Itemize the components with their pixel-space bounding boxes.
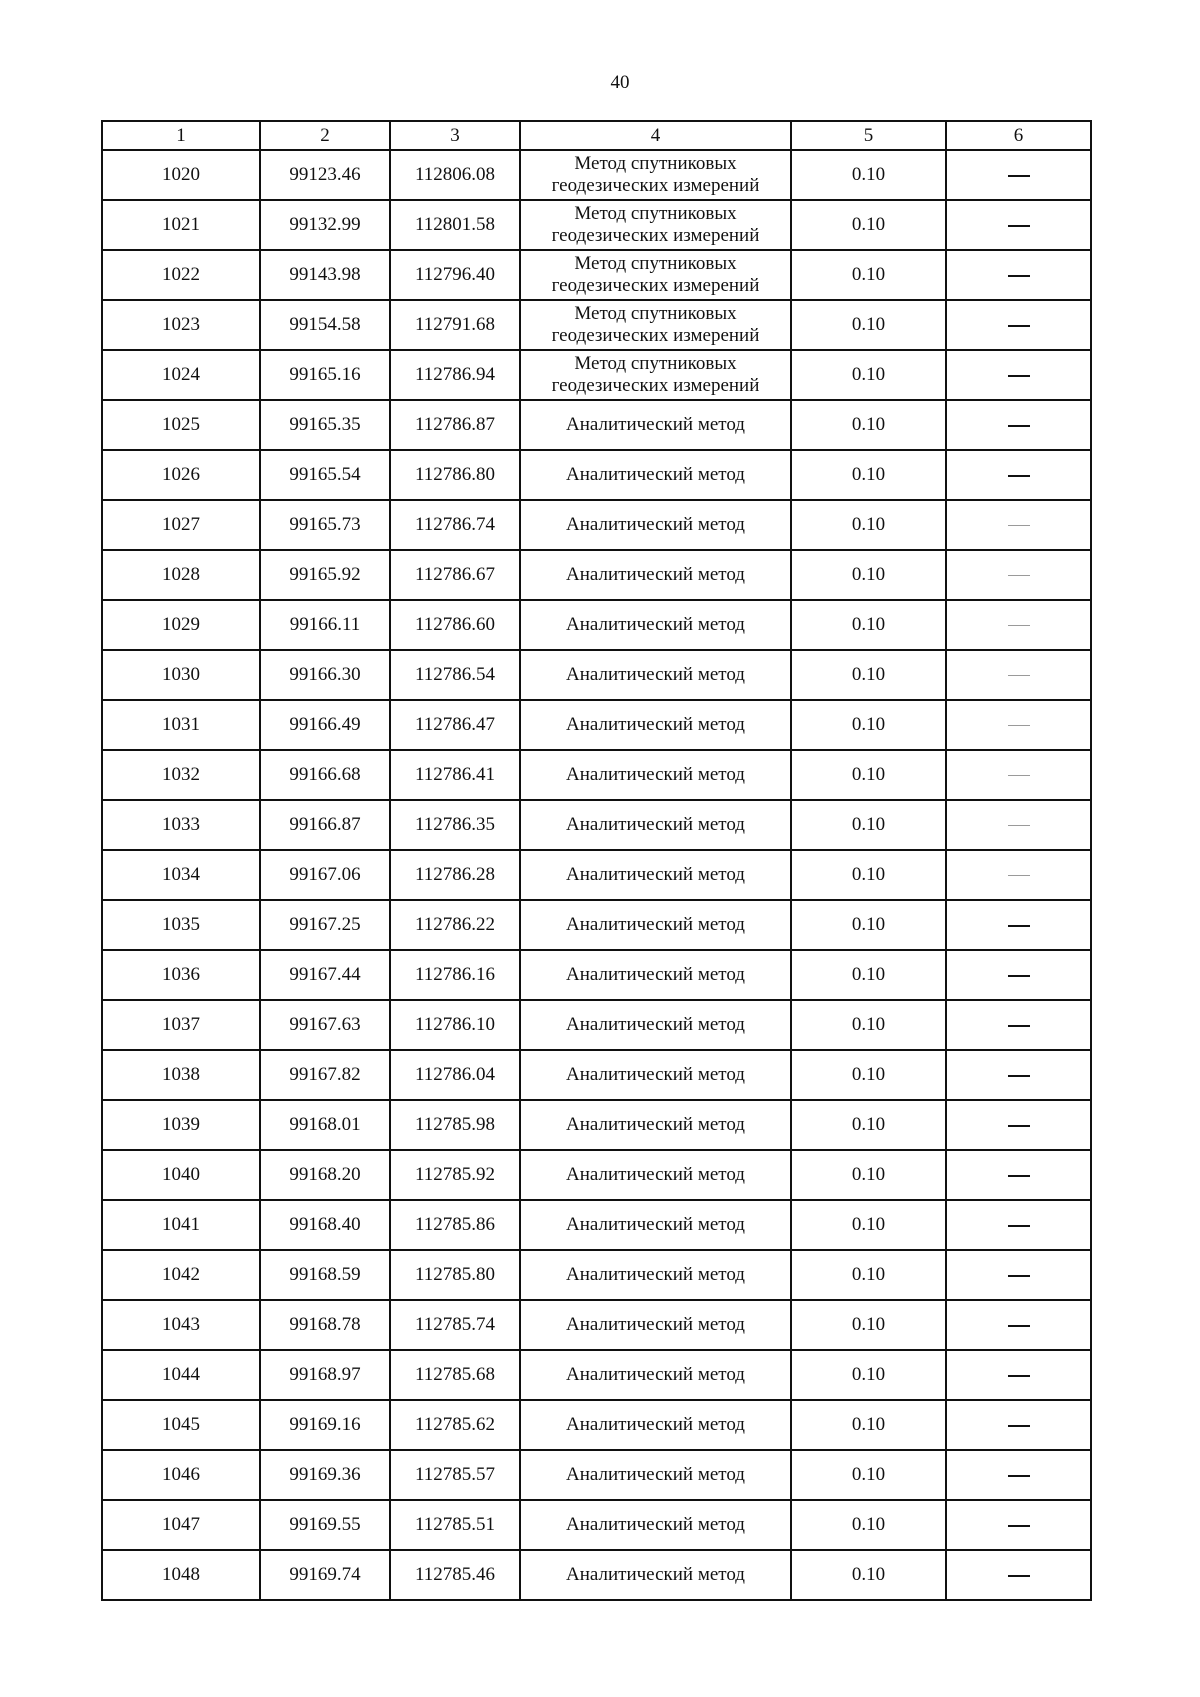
- x-coordinate-cell: 99166.68: [260, 750, 390, 800]
- y-coordinate-cell: 112786.41: [390, 750, 520, 800]
- point-number-cell: 1033: [102, 800, 260, 850]
- note-cell: [946, 1250, 1091, 1300]
- method-cell: [520, 450, 791, 500]
- accuracy-cell: 0.10: [791, 1500, 946, 1550]
- x-coordinate-cell: 99167.25: [260, 900, 390, 950]
- y-coordinate-cell: 112785.62: [390, 1400, 520, 1450]
- table-row: [102, 550, 1091, 600]
- method-line: Аналитический метод: [566, 864, 745, 885]
- method-line: Аналитический метод: [566, 564, 745, 585]
- note-dash: [1008, 475, 1030, 477]
- method-line: геодезических измерений: [551, 275, 760, 296]
- note-cell: [946, 200, 1091, 250]
- note-cell: [946, 1500, 1091, 1550]
- accuracy-cell: 0.10: [791, 1450, 946, 1500]
- x-coordinate-cell: 99167.82: [260, 1050, 390, 1100]
- method-line: Аналитический метод: [566, 1264, 745, 1285]
- table-row: [102, 1500, 1091, 1550]
- method-line: геодезических измерений: [551, 375, 760, 396]
- column-header: 3: [390, 121, 520, 150]
- point-number-cell: 1028: [102, 550, 260, 600]
- method-line: Аналитический метод: [566, 1414, 745, 1435]
- note-cell: [946, 1100, 1091, 1150]
- note-cell: [946, 1200, 1091, 1250]
- accuracy-cell: 0.10: [791, 1400, 946, 1450]
- y-coordinate-cell: 112786.22: [390, 900, 520, 950]
- method-line: Аналитический метод: [566, 1314, 745, 1335]
- x-coordinate-cell: 99168.78: [260, 1300, 390, 1350]
- point-number-cell: 1045: [102, 1400, 260, 1450]
- x-coordinate-cell: 99165.54: [260, 450, 390, 500]
- x-coordinate-cell: 99169.55: [260, 1500, 390, 1550]
- method-cell: [520, 1500, 791, 1550]
- accuracy-cell: 0.10: [791, 1100, 946, 1150]
- note-dash: [1008, 725, 1030, 726]
- note-cell: [946, 1150, 1091, 1200]
- method-line: Аналитический метод: [566, 814, 745, 835]
- note-dash: [1008, 825, 1030, 826]
- note-cell: [946, 1000, 1091, 1050]
- method-cell: [520, 550, 791, 600]
- point-number-cell: 1023: [102, 300, 260, 350]
- point-number-cell: 1038: [102, 1050, 260, 1100]
- accuracy-cell: 0.10: [791, 1300, 946, 1350]
- note-cell: [946, 1550, 1091, 1600]
- method-line: геодезических измерений: [551, 225, 760, 246]
- table-row: [102, 1400, 1091, 1450]
- note-cell: [946, 950, 1091, 1000]
- table-row: [102, 900, 1091, 950]
- note-cell: [946, 1400, 1091, 1450]
- note-dash: [1008, 275, 1030, 277]
- note-dash: [1008, 525, 1030, 526]
- y-coordinate-cell: 112796.40: [390, 250, 520, 300]
- note-cell: [946, 1350, 1091, 1400]
- method-cell: [520, 750, 791, 800]
- y-coordinate-cell: 112786.80: [390, 450, 520, 500]
- x-coordinate-cell: 99167.63: [260, 1000, 390, 1050]
- note-dash: [1008, 225, 1030, 227]
- note-dash: [1008, 875, 1030, 876]
- accuracy-cell: 0.10: [791, 750, 946, 800]
- y-coordinate-cell: 112801.58: [390, 200, 520, 250]
- column-header: 4: [520, 121, 791, 150]
- point-number-cell: 1032: [102, 750, 260, 800]
- table-row: [102, 1450, 1091, 1500]
- y-coordinate-cell: 112785.74: [390, 1300, 520, 1350]
- note-dash: [1008, 775, 1030, 776]
- y-coordinate-cell: 112786.60: [390, 600, 520, 650]
- column-header: 1: [102, 121, 260, 150]
- method-line: Аналитический метод: [566, 614, 745, 635]
- note-cell: [946, 150, 1091, 200]
- x-coordinate-cell: 99168.59: [260, 1250, 390, 1300]
- note-dash: [1008, 925, 1030, 927]
- note-dash: [1008, 325, 1030, 327]
- note-dash: [1008, 1125, 1030, 1127]
- method-cell: [520, 350, 791, 400]
- note-dash: [1008, 1425, 1030, 1427]
- note-dash: [1008, 1575, 1030, 1577]
- y-coordinate-cell: 112786.16: [390, 950, 520, 1000]
- x-coordinate-cell: 99154.58: [260, 300, 390, 350]
- table-row: [102, 1000, 1091, 1050]
- accuracy-cell: 0.10: [791, 1350, 946, 1400]
- note-cell: [946, 550, 1091, 600]
- table-row: [102, 750, 1091, 800]
- accuracy-cell: 0.10: [791, 1000, 946, 1050]
- accuracy-cell: 0.10: [791, 850, 946, 900]
- x-coordinate-cell: 99168.20: [260, 1150, 390, 1200]
- x-coordinate-cell: 99168.97: [260, 1350, 390, 1400]
- accuracy-cell: 0.10: [791, 1150, 946, 1200]
- method-cell: [520, 300, 791, 350]
- note-dash: [1008, 1475, 1030, 1477]
- column-header: 6: [946, 121, 1091, 150]
- note-dash: [1008, 1025, 1030, 1027]
- y-coordinate-cell: 112786.67: [390, 550, 520, 600]
- table-row: [102, 500, 1091, 550]
- note-cell: [946, 250, 1091, 300]
- point-number-cell: 1027: [102, 500, 260, 550]
- accuracy-cell: 0.10: [791, 300, 946, 350]
- note-dash: [1008, 1375, 1030, 1377]
- method-line: Аналитический метод: [566, 1364, 745, 1385]
- y-coordinate-cell: 112786.10: [390, 1000, 520, 1050]
- method-cell: [520, 200, 791, 250]
- table-row: [102, 850, 1091, 900]
- note-dash: [1008, 1075, 1030, 1077]
- accuracy-cell: 0.10: [791, 1200, 946, 1250]
- note-cell: [946, 500, 1091, 550]
- table-row: [102, 1100, 1091, 1150]
- y-coordinate-cell: 112786.74: [390, 500, 520, 550]
- method-line: Аналитический метод: [566, 1214, 745, 1235]
- method-line: Аналитический метод: [566, 714, 745, 735]
- note-cell: [946, 400, 1091, 450]
- point-number-cell: 1021: [102, 200, 260, 250]
- x-coordinate-cell: 99169.16: [260, 1400, 390, 1450]
- method-line: Аналитический метод: [566, 1064, 745, 1085]
- accuracy-cell: 0.10: [791, 1550, 946, 1600]
- table-row: [102, 250, 1091, 300]
- point-number-cell: 1042: [102, 1250, 260, 1300]
- method-line: Метод спутниковых: [574, 303, 737, 324]
- accuracy-cell: 0.10: [791, 400, 946, 450]
- accuracy-cell: 0.10: [791, 350, 946, 400]
- point-number-cell: 1035: [102, 900, 260, 950]
- table-row: [102, 200, 1091, 250]
- note-dash: [1008, 975, 1030, 977]
- point-number-cell: 1039: [102, 1100, 260, 1150]
- y-coordinate-cell: 112785.57: [390, 1450, 520, 1500]
- table-row: [102, 1050, 1091, 1100]
- table-row: [102, 350, 1091, 400]
- y-coordinate-cell: 112786.04: [390, 1050, 520, 1100]
- method-line: Метод спутниковых: [574, 153, 737, 174]
- point-number-cell: 1020: [102, 150, 260, 200]
- x-coordinate-cell: 99165.16: [260, 350, 390, 400]
- y-coordinate-cell: 112786.94: [390, 350, 520, 400]
- point-number-cell: 1040: [102, 1150, 260, 1200]
- x-coordinate-cell: 99166.30: [260, 650, 390, 700]
- note-cell: [946, 700, 1091, 750]
- point-number-cell: 1036: [102, 950, 260, 1000]
- note-dash: [1008, 575, 1030, 576]
- note-dash: [1008, 1275, 1030, 1277]
- note-cell: [946, 300, 1091, 350]
- point-number-cell: 1029: [102, 600, 260, 650]
- method-cell: [520, 650, 791, 700]
- y-coordinate-cell: 112785.51: [390, 1500, 520, 1550]
- point-number-cell: 1022: [102, 250, 260, 300]
- method-cell: [520, 1400, 791, 1450]
- method-line: геодезических измерений: [551, 325, 760, 346]
- y-coordinate-cell: 112786.47: [390, 700, 520, 750]
- method-cell: [520, 850, 791, 900]
- column-header: 2: [260, 121, 390, 150]
- x-coordinate-cell: 99168.01: [260, 1100, 390, 1150]
- point-number-cell: 1031: [102, 700, 260, 750]
- method-cell: [520, 400, 791, 450]
- accuracy-cell: 0.10: [791, 700, 946, 750]
- method-cell: [520, 1350, 791, 1400]
- table-row: [102, 600, 1091, 650]
- point-number-cell: 1037: [102, 1000, 260, 1050]
- y-coordinate-cell: 112785.86: [390, 1200, 520, 1250]
- method-line: Аналитический метод: [566, 414, 745, 435]
- accuracy-cell: 0.10: [791, 950, 946, 1000]
- method-cell: [520, 500, 791, 550]
- y-coordinate-cell: 112806.08: [390, 150, 520, 200]
- note-cell: [946, 900, 1091, 950]
- accuracy-cell: 0.10: [791, 650, 946, 700]
- accuracy-cell: 0.10: [791, 550, 946, 600]
- method-cell: [520, 150, 791, 200]
- x-coordinate-cell: 99123.46: [260, 150, 390, 200]
- y-coordinate-cell: 112786.28: [390, 850, 520, 900]
- method-line: Метод спутниковых: [574, 203, 737, 224]
- table-row: [102, 1150, 1091, 1200]
- method-cell: [520, 1100, 791, 1150]
- x-coordinate-cell: 99169.36: [260, 1450, 390, 1500]
- x-coordinate-cell: 99165.73: [260, 500, 390, 550]
- accuracy-cell: 0.10: [791, 500, 946, 550]
- point-number-cell: 1041: [102, 1200, 260, 1250]
- method-line: Аналитический метод: [566, 1464, 745, 1485]
- method-cell: [520, 1200, 791, 1250]
- y-coordinate-cell: 112786.87: [390, 400, 520, 450]
- note-dash: [1008, 675, 1030, 676]
- x-coordinate-cell: 99166.11: [260, 600, 390, 650]
- point-number-cell: 1034: [102, 850, 260, 900]
- x-coordinate-cell: 99165.92: [260, 550, 390, 600]
- method-cell: [520, 800, 791, 850]
- table-row: [102, 1200, 1091, 1250]
- accuracy-cell: 0.10: [791, 1050, 946, 1100]
- method-line: Метод спутниковых: [574, 253, 737, 274]
- method-line: Аналитический метод: [566, 514, 745, 535]
- accuracy-cell: 0.10: [791, 900, 946, 950]
- note-cell: [946, 350, 1091, 400]
- table-row: [102, 400, 1091, 450]
- y-coordinate-cell: 112785.46: [390, 1550, 520, 1600]
- method-cell: [520, 1450, 791, 1500]
- x-coordinate-cell: 99166.49: [260, 700, 390, 750]
- table-row: [102, 650, 1091, 700]
- method-cell: [520, 1250, 791, 1300]
- method-cell: [520, 1000, 791, 1050]
- method-line: Аналитический метод: [566, 464, 745, 485]
- x-coordinate-cell: 99165.35: [260, 400, 390, 450]
- method-line: Аналитический метод: [566, 1164, 745, 1185]
- x-coordinate-cell: 99167.06: [260, 850, 390, 900]
- x-coordinate-cell: 99169.74: [260, 1550, 390, 1600]
- method-cell: [520, 950, 791, 1000]
- method-line: Аналитический метод: [566, 964, 745, 985]
- method-cell: [520, 1300, 791, 1350]
- y-coordinate-cell: 112785.92: [390, 1150, 520, 1200]
- table-row: [102, 1300, 1091, 1350]
- x-coordinate-cell: 99167.44: [260, 950, 390, 1000]
- accuracy-cell: 0.10: [791, 250, 946, 300]
- method-line: Аналитический метод: [566, 1514, 745, 1535]
- y-coordinate-cell: 112785.98: [390, 1100, 520, 1150]
- x-coordinate-cell: 99168.40: [260, 1200, 390, 1250]
- accuracy-cell: 0.10: [791, 200, 946, 250]
- accuracy-cell: 0.10: [791, 800, 946, 850]
- point-number-cell: 1043: [102, 1300, 260, 1350]
- note-cell: [946, 800, 1091, 850]
- point-number-cell: 1030: [102, 650, 260, 700]
- accuracy-cell: 0.10: [791, 600, 946, 650]
- column-header: 5: [791, 121, 946, 150]
- note-cell: [946, 750, 1091, 800]
- note-cell: [946, 650, 1091, 700]
- y-coordinate-cell: 112785.68: [390, 1350, 520, 1400]
- table-row: [102, 1250, 1091, 1300]
- table-row: [102, 800, 1091, 850]
- method-cell: [520, 1050, 791, 1100]
- note-cell: [946, 600, 1091, 650]
- note-dash: [1008, 1325, 1030, 1327]
- y-coordinate-cell: 112786.54: [390, 650, 520, 700]
- page-number: 40: [610, 72, 630, 93]
- point-number-cell: 1046: [102, 1450, 260, 1500]
- method-cell: [520, 900, 791, 950]
- coordinates-table: [101, 120, 1092, 1601]
- method-cell: [520, 1550, 791, 1600]
- note-cell: [946, 1050, 1091, 1100]
- note-cell: [946, 1300, 1091, 1350]
- method-line: Метод спутниковых: [574, 353, 737, 374]
- note-dash: [1008, 375, 1030, 377]
- note-dash: [1008, 1225, 1030, 1227]
- y-coordinate-cell: 112786.35: [390, 800, 520, 850]
- method-cell: [520, 700, 791, 750]
- note-cell: [946, 1450, 1091, 1500]
- table-row: [102, 150, 1091, 200]
- method-cell: [520, 1150, 791, 1200]
- table-row: [102, 450, 1091, 500]
- x-coordinate-cell: 99166.87: [260, 800, 390, 850]
- method-cell: [520, 600, 791, 650]
- point-number-cell: 1025: [102, 400, 260, 450]
- accuracy-cell: 0.10: [791, 150, 946, 200]
- note-dash: [1008, 425, 1030, 427]
- method-line: Аналитический метод: [566, 1564, 745, 1585]
- point-number-cell: 1026: [102, 450, 260, 500]
- table-row: [102, 1350, 1091, 1400]
- y-coordinate-cell: 112791.68: [390, 300, 520, 350]
- table-body: [102, 150, 1091, 1600]
- y-coordinate-cell: 112785.80: [390, 1250, 520, 1300]
- note-dash: [1008, 1525, 1030, 1527]
- note-dash: [1008, 1175, 1030, 1177]
- method-line: Аналитический метод: [566, 1114, 745, 1135]
- accuracy-cell: 0.10: [791, 1250, 946, 1300]
- note-cell: [946, 450, 1091, 500]
- method-line: геодезических измерений: [551, 175, 760, 196]
- note-cell: [946, 850, 1091, 900]
- table-header-row: [102, 121, 1091, 150]
- method-line: Аналитический метод: [566, 664, 745, 685]
- note-dash: [1008, 175, 1030, 177]
- note-dash: [1008, 625, 1030, 626]
- x-coordinate-cell: 99143.98: [260, 250, 390, 300]
- table-row: [102, 950, 1091, 1000]
- method-line: Аналитический метод: [566, 764, 745, 785]
- table-row: [102, 700, 1091, 750]
- point-number-cell: 1047: [102, 1500, 260, 1550]
- point-number-cell: 1024: [102, 350, 260, 400]
- method-cell: [520, 250, 791, 300]
- accuracy-cell: 0.10: [791, 450, 946, 500]
- table-row: [102, 1550, 1091, 1600]
- table-row: [102, 300, 1091, 350]
- method-line: Аналитический метод: [566, 914, 745, 935]
- x-coordinate-cell: 99132.99: [260, 200, 390, 250]
- point-number-cell: 1044: [102, 1350, 260, 1400]
- point-number-cell: 1048: [102, 1550, 260, 1600]
- method-line: Аналитический метод: [566, 1014, 745, 1035]
